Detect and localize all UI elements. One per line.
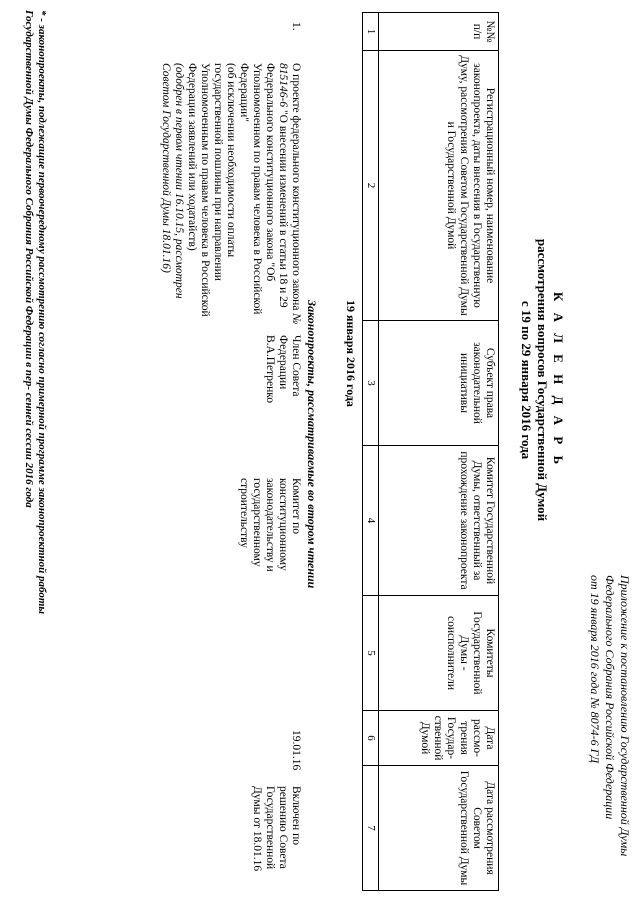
column-number: 6 <box>363 711 379 766</box>
header-cell-duma-date: Дата рассмо-трения Государ-ственной Думой <box>379 711 499 766</box>
bill-title <box>159 63 302 325</box>
date-heading: 19 января 2016 года <box>344 300 358 407</box>
approval-line: Приложение к постановлению Государственной Думы <box>618 575 632 857</box>
header-cell-cocommittees: Комитеты Государственной Думы - соисполнители <box>379 596 499 711</box>
column-number: 5 <box>363 596 379 711</box>
column-number: 4 <box>363 446 379 596</box>
bill-council-note: Включен по решению Совета Государственной Думы от 18.01.16 <box>251 786 302 872</box>
column-number: 1 <box>363 13 379 51</box>
footnote-line: * - законопроекты, подлежащие первоочередному рассмотрению согласно примерной программе законопроектной работы <box>36 10 48 615</box>
column-number: 7 <box>363 766 379 891</box>
header-cell-council-date: Дата рассмотрения Советом Государственной Думы <box>379 766 499 891</box>
calendar-heading: К А Л Е Н Д А Р Ь <box>551 291 566 469</box>
column-number: 2 <box>363 51 379 321</box>
footnote <box>22 10 48 900</box>
bill-number: 1. <box>290 22 302 31</box>
approval-line: от 19 января 2016 года № 8074-6 ГД <box>588 575 602 764</box>
bill-duma-date: 19.01.16 <box>290 730 302 771</box>
section-heading: Законопроекты, рассматриваемые во втором чтении <box>305 300 319 589</box>
calendar-period: с 19 по 29 января 2016 года <box>519 300 534 460</box>
header-cell-number: №№ п/п <box>379 13 499 51</box>
header-cell-bill: Регистрационный номер, наименование законопроекта, даты внесения в Государственную Думу, рассмотрения Советом Государственной Думы и Государственной Думой <box>379 51 499 321</box>
bill-committee: Комитет по конституционному законодательству и государственному строительству <box>238 478 302 572</box>
bill-subject: Член Совета Федерации В.А.Петренко <box>264 335 302 404</box>
header-cell-committee: Комитет Государственной Думы, ответственный за прохождение законопроекта <box>379 446 499 596</box>
footnote-line: Государственной Думы Федерального Собрания Российской Федерации в пер- сенней сессии 2016 года <box>23 10 35 508</box>
column-number: 3 <box>363 321 379 446</box>
calendar-title <box>518 150 566 610</box>
bill-registration-number: № 815146-6 <box>277 63 302 325</box>
approval-note <box>587 575 632 895</box>
approval-line: Федерального Собрания Российской Федерации <box>603 575 617 820</box>
bill-title-intro: О проекте федерального конституционного закона <box>290 63 302 311</box>
bill-status-note: (одобрен в первом чтении 16.10.15, рассмотрен Советом Государственной Думы 18.01.16) <box>160 63 185 299</box>
bill-title-name: "О внесении изменений в статьи 18 и 29 Федерального конституционного закона "Об Уполномоченном по правам человека в Российской Федерации" <box>238 63 289 315</box>
header-cell-subject: Субъект права законодательной инициативы <box>379 321 499 446</box>
bill-title-note: (об исключении необходимости оплаты государственной пошлины при направлении Уполномоченным по правам человека в Российской Федерации заявлений или ходатайств) <box>186 63 237 317</box>
calendar-header-table <box>362 12 499 891</box>
calendar-subtitle: рассмотрения вопросов Государственной Думой <box>535 238 550 522</box>
